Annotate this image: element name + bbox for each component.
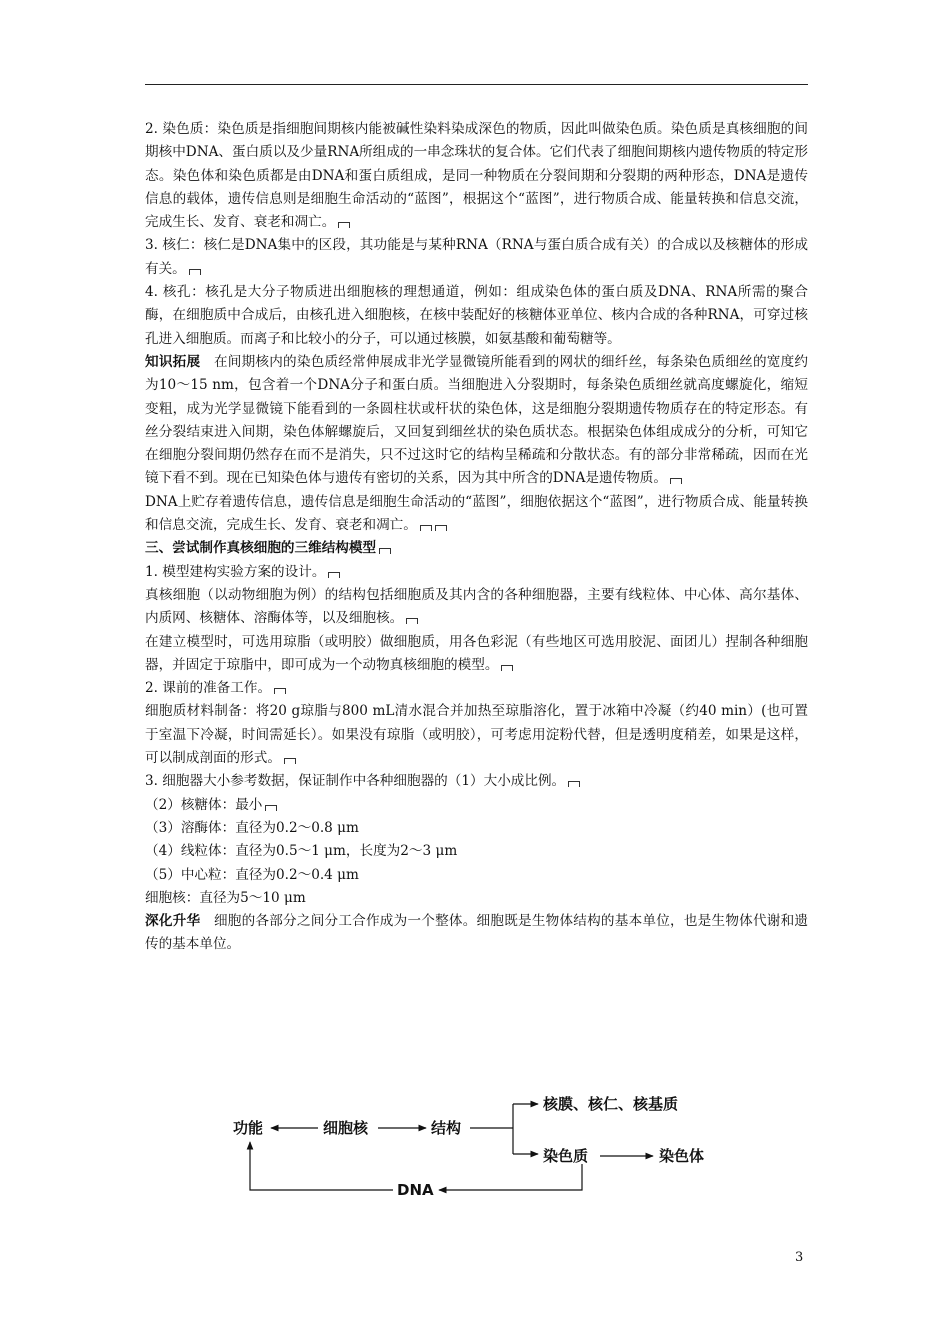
paragraph-step-1: 1. 模型建构实验方案的设计。	[145, 561, 808, 584]
list-item-centriole: （5）中心粒：直径为0.2～0.4 μm	[145, 866, 359, 883]
diagram-dna: DNA	[397, 1181, 434, 1199]
diagram-function: 功能	[233, 1119, 264, 1137]
paragraph-nucleolus: 3. 核仁：核仁是DNA集中的区段，其功能是与某种RNA（RNA与蛋白质合成有关）的合成以及核糖体的形成有关。	[145, 237, 808, 277]
deepening-label: 深化升华	[145, 913, 201, 930]
paragraph-cytoplasm-prep: 细胞质材料制备：将20 g琼脂与800 mL清水混合并加热至琼脂溶化，置于冰箱中冷凝（约40 min）(也可置于室温下冷凝，时间需延长）。如果没有琼脂（或明胶），可考虑用淀粉代替，但是透明度稍差，如果是这样，可以制成剖面的形式。	[145, 703, 808, 767]
arrow-chromatin-to-dna	[439, 1164, 582, 1190]
diagram-chromatin: 染色质	[543, 1147, 589, 1165]
paragraph-nuclear-pore: 4. 核孔：核孔是大分子物质进出细胞核的理想通道，例如：组成染色体的蛋白质及DNA、RNA所需的聚合酶，在细胞质中合成后，由核孔进入细胞核，在核中装配好的核糖体亚单位、核内合成的各种RNA，可穿过核孔进入细胞质。而离子和比较小的分子，可以通过核膜，如氨基酸和葡萄糖等。	[145, 284, 808, 347]
paragraph-model-building: 在建立模型时，可选用琼脂（或明胶）做细胞质，用各色彩泥（有些地区可选用胶泥、面团儿）捏制各种细胞器，并固定于琼脂中，即可成为一个动物真核细胞的模型。	[145, 633, 808, 673]
list-item-nucleus: 细胞核：直径为5～10 μm	[145, 889, 306, 906]
diagram-membrane-parts: 核膜、核仁、核基质	[543, 1095, 679, 1113]
nucleus-concept-diagram	[225, 1090, 745, 1210]
diagram-nucleus: 细胞核	[323, 1119, 369, 1137]
knowledge-extension-label: 知识拓展	[145, 353, 201, 370]
section-heading: 三、尝试制作真核细胞的三维结构模型	[145, 537, 808, 560]
paragraph-chromatin: 2. 染色质：染色质是指细胞间期核内能被碱性染料染成深色的物质，因此叫做染色质。染色质是真核细胞的间期核中DNA、蛋白质以及少量RNA所组成的一串念珠状的复合体。它们代表了细胞间期核内遗传物质的特定形态。染色体和染色质都是由DNA和蛋白质组成，是同一种物质在分裂间期和分裂期的两种形态，DNA是遗传信息的载体，遗传信息则是细胞生命活动的“蓝图”，根据这个“蓝图”，进行物质合成、能量转换和信息交流，完成生长、发育、衰老和凋亡。	[145, 121, 808, 231]
paragraph-step-2: 2. 课前的准备工作。	[145, 677, 808, 700]
header-rule	[145, 84, 808, 85]
page-number: 3	[795, 1250, 804, 1265]
paragraph-dna-blueprint: DNA上贮存着遗传信息，遗传信息是细胞生命活动的“蓝图”，细胞依据这个“蓝图”，进行物质合成、能量转换和信息交流，完成生长、发育、衰老和凋亡。	[145, 493, 808, 534]
document-body	[145, 118, 808, 957]
list-item-lysosome: （3）溶酶体：直径为0.2～0.8 μm	[145, 819, 359, 836]
diagram-chromosome: 染色体	[659, 1147, 705, 1165]
paragraph-cell-structure: 真核细胞（以动物细胞为例）的结构包括细胞质及其内含的各种细胞器，主要有线粒体、中心体、高尔基体、内质网、核糖体、溶酶体等，以及细胞核。	[145, 586, 808, 627]
arrow-dna-to-function	[250, 1142, 393, 1190]
list-item-ribosome: （2）核糖体：最小	[145, 794, 808, 817]
paragraph-knowledge-extension: 知识拓展 在间期核内的染色质经常伸展成非光学显微镜所能看到的网状的细纤丝，每条染色质细丝的宽度约为10～15 nm，包含着一个DNA分子和蛋白质。当细胞进入分裂期时，每条染色质细丝就高度螺旋化，缩短变粗，成为光学显微镜下能看到的一条圆柱状或杆状的染色体，这是细胞分裂期遗传物质存在的特定形态。有丝分裂结束进入间期，染色体解螺旋后，又回复到细丝状的染色质状态。根据染色体组成成分的分析，可知它在细胞分裂间期仍然存在而不是消失，只不过这时它的结构呈稀疏和分散状态。有的部分非常稀疏，因而在光镜下看不到。现在已知染色体与遗传有密切的关系，因为其中所含的DNA是遗传物质。	[145, 353, 809, 487]
paragraph-step-3: 3. 细胞器大小参考数据，保证制作中各种细胞器的（1）大小成比例。	[145, 770, 808, 793]
diagram-structure: 结构	[431, 1119, 462, 1137]
list-item-mitochondria: （4）线粒体：直径为0.5～1 μm，长度为2～3 μm	[145, 843, 458, 860]
paragraph-deepening: 深化升华 细胞的各部分之间分工合作成为一个整体。细胞既是生物体结构的基本单位，也是生物体代谢和遗传的基本单位。	[145, 913, 809, 953]
